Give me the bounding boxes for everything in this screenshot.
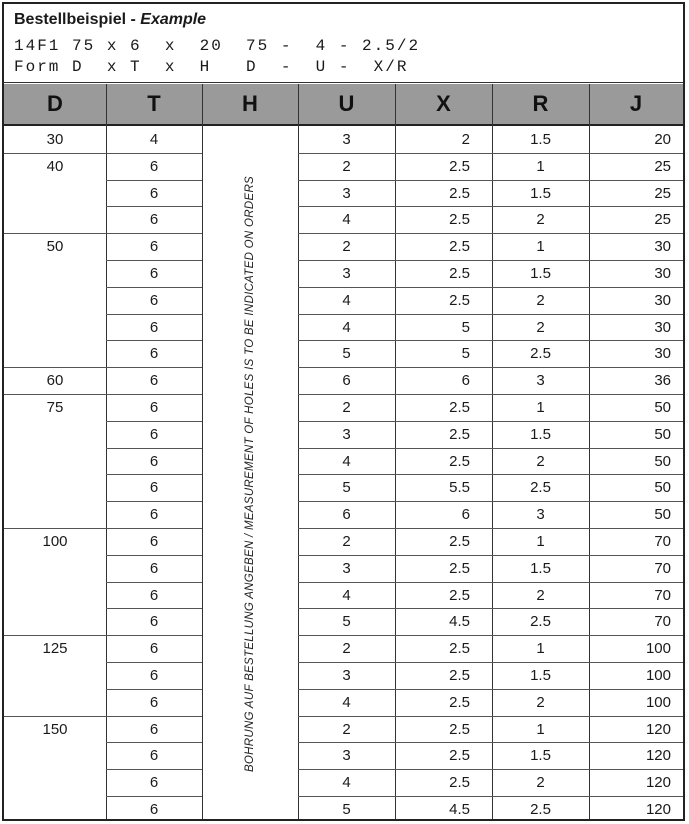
cell-t: 6 bbox=[149, 747, 159, 765]
cell-d: 40 bbox=[46, 157, 64, 175]
cell-r: 1.5 bbox=[530, 559, 551, 577]
holes-note-column bbox=[202, 126, 298, 823]
cell-u: 3 bbox=[342, 265, 351, 282]
table-row bbox=[4, 314, 683, 341]
holes-note-text: BOHRUNG AUF BESTELLUNG ANGEBEN / MEASUREMENT OF HOLES IS TO BE INDICATED ON ORDERS bbox=[244, 175, 256, 773]
cell-d bbox=[4, 260, 106, 287]
cell-j: 50 bbox=[654, 425, 671, 443]
table-row bbox=[4, 367, 683, 394]
cell-r: 1 bbox=[536, 640, 545, 658]
cell-x: 2.5 bbox=[449, 693, 470, 711]
cell-t: 6 bbox=[149, 479, 159, 497]
cell-d bbox=[4, 448, 106, 475]
cell-j: 30 bbox=[654, 345, 671, 363]
cell-x: 5.5 bbox=[449, 479, 470, 497]
cell-j: 25 bbox=[654, 211, 671, 229]
cell-t: 6 bbox=[149, 238, 159, 256]
cell-d bbox=[4, 769, 106, 796]
cell-j: 70 bbox=[654, 586, 671, 604]
cell-r: 2 bbox=[536, 291, 545, 309]
cell-u: 3 bbox=[342, 667, 351, 684]
cell-j: 50 bbox=[654, 399, 671, 416]
header-x: X bbox=[436, 91, 451, 116]
table-row bbox=[4, 421, 683, 448]
cell-u: 2 bbox=[342, 720, 351, 738]
cell-r: 2.5 bbox=[530, 801, 551, 818]
table-row bbox=[4, 126, 683, 153]
cell-u: 4 bbox=[342, 693, 351, 711]
table-row bbox=[4, 635, 683, 662]
cell-d bbox=[4, 474, 106, 501]
cell-u: 3 bbox=[342, 131, 351, 148]
cell-u: 3 bbox=[342, 425, 351, 443]
cell-j: 100 bbox=[645, 667, 671, 684]
cell-d bbox=[4, 501, 106, 528]
cell-j: 36 bbox=[654, 372, 671, 390]
cell-t: 6 bbox=[149, 640, 159, 658]
cell-x: 2.5 bbox=[449, 184, 470, 202]
cell-r: 1.5 bbox=[530, 131, 551, 148]
cell-t: 6 bbox=[149, 559, 159, 577]
cell-x: 6 bbox=[461, 506, 470, 524]
table-row bbox=[4, 180, 683, 207]
cell-j: 50 bbox=[654, 452, 671, 470]
cell-x: 4.5 bbox=[449, 801, 470, 818]
cell-d: 100 bbox=[42, 533, 68, 550]
cell-u: 2 bbox=[342, 640, 351, 658]
cell-t: 6 bbox=[149, 720, 159, 738]
cell-d bbox=[4, 421, 106, 448]
cell-j: 20 bbox=[654, 131, 671, 148]
cell-t: 6 bbox=[149, 291, 159, 309]
cell-x: 2.5 bbox=[449, 211, 470, 229]
cell-x: 2.5 bbox=[449, 559, 470, 577]
cell-r: 1.5 bbox=[530, 184, 551, 202]
cell-j: 30 bbox=[654, 291, 671, 309]
cell-u: 2 bbox=[342, 533, 351, 550]
cell-x: 2.5 bbox=[449, 667, 470, 684]
cell-x: 2.5 bbox=[449, 533, 470, 550]
cell-j: 100 bbox=[645, 640, 671, 658]
cell-d bbox=[4, 314, 106, 341]
cell-u: 3 bbox=[342, 559, 351, 577]
cell-x: 2.5 bbox=[449, 720, 470, 738]
cell-t: 6 bbox=[149, 774, 159, 792]
cell-t: 6 bbox=[149, 265, 159, 282]
header-r: R bbox=[532, 91, 549, 116]
cell-u: 4 bbox=[342, 586, 351, 604]
table-row bbox=[4, 287, 683, 314]
cell-j: 120 bbox=[645, 801, 671, 818]
cell-x: 2.5 bbox=[449, 157, 470, 175]
cell-r: 1 bbox=[536, 720, 545, 738]
cell-x: 2.5 bbox=[449, 640, 470, 658]
table-row bbox=[4, 582, 683, 609]
cell-j: 70 bbox=[654, 533, 671, 550]
cell-j: 30 bbox=[654, 318, 671, 336]
cell-d bbox=[4, 340, 106, 367]
cell-j: 30 bbox=[654, 238, 671, 256]
cell-u: 5 bbox=[342, 801, 351, 818]
cell-j: 120 bbox=[645, 747, 671, 765]
example-title-italic: Example bbox=[140, 11, 207, 28]
cell-x: 2.5 bbox=[449, 291, 470, 309]
cell-u: 5 bbox=[342, 479, 351, 497]
cell-t: 6 bbox=[149, 318, 159, 336]
cell-d bbox=[4, 689, 106, 716]
cell-u: 4 bbox=[342, 291, 351, 309]
table-row bbox=[4, 608, 683, 635]
table-row bbox=[4, 233, 683, 260]
cell-r: 2 bbox=[536, 452, 545, 470]
cell-x: 4.5 bbox=[449, 613, 470, 631]
cell-x: 2.5 bbox=[449, 452, 470, 470]
cell-x: 5 bbox=[461, 318, 470, 336]
cell-t: 6 bbox=[149, 157, 159, 175]
cell-u: 3 bbox=[342, 184, 351, 202]
cell-r: 3 bbox=[536, 372, 545, 390]
cell-r: 2 bbox=[536, 774, 545, 792]
cell-x: 2.5 bbox=[449, 425, 470, 443]
cell-d: 30 bbox=[46, 131, 64, 148]
cell-r: 2 bbox=[536, 211, 545, 229]
table-row bbox=[4, 796, 683, 823]
cell-x: 2.5 bbox=[449, 238, 470, 256]
cell-x: 2.5 bbox=[449, 265, 470, 282]
table-row bbox=[4, 662, 683, 689]
table-row bbox=[4, 501, 683, 528]
cell-d bbox=[4, 206, 106, 233]
cell-r: 1.5 bbox=[530, 667, 551, 684]
cell-r: 1 bbox=[536, 238, 545, 256]
cell-r: 2.5 bbox=[530, 613, 551, 631]
cell-x: 2.5 bbox=[449, 586, 470, 604]
table-row bbox=[4, 555, 683, 582]
table-row bbox=[4, 528, 683, 555]
cell-r: 3 bbox=[536, 506, 545, 524]
example-title-text: Bestellbeispiel - bbox=[14, 11, 141, 28]
cell-x: 2.5 bbox=[449, 747, 470, 765]
table-row bbox=[4, 769, 683, 796]
cell-t: 6 bbox=[149, 533, 159, 550]
order-example-box bbox=[4, 4, 683, 83]
cell-u: 4 bbox=[342, 318, 351, 336]
cell-u: 5 bbox=[342, 613, 351, 631]
cell-r: 1 bbox=[536, 533, 545, 550]
order-table-sheet bbox=[2, 2, 685, 821]
table-row bbox=[4, 153, 683, 180]
cell-r: 2 bbox=[536, 693, 545, 711]
cell-x: 5 bbox=[461, 345, 470, 363]
cell-u: 2 bbox=[342, 157, 351, 175]
cell-x: 2.5 bbox=[449, 399, 470, 416]
cell-r: 2.5 bbox=[530, 345, 551, 363]
table-row bbox=[4, 448, 683, 475]
cell-t: 6 bbox=[149, 613, 159, 631]
cell-t: 6 bbox=[149, 345, 159, 363]
cell-r: 1.5 bbox=[530, 265, 551, 282]
cell-t: 6 bbox=[149, 506, 159, 524]
cell-t: 6 bbox=[149, 586, 159, 604]
cell-u: 2 bbox=[342, 238, 351, 256]
cell-u: 4 bbox=[342, 452, 351, 470]
cell-x: 6 bbox=[461, 372, 470, 390]
cell-t: 6 bbox=[149, 693, 159, 711]
cell-d: 75 bbox=[46, 399, 64, 416]
example-code-line: 14F1 75 x 6 x 20 75 - 4 - 2.5/2 bbox=[14, 37, 421, 55]
cell-d: 60 bbox=[46, 372, 64, 390]
table-row bbox=[4, 716, 683, 743]
header-h: H bbox=[242, 91, 258, 116]
cell-d bbox=[4, 608, 106, 635]
cell-d: 125 bbox=[42, 640, 68, 658]
cell-t: 6 bbox=[149, 211, 159, 229]
header-t: T bbox=[147, 91, 161, 116]
cell-j: 25 bbox=[654, 157, 671, 175]
cell-t: 6 bbox=[149, 452, 159, 470]
cell-j: 50 bbox=[654, 506, 671, 524]
table-row bbox=[4, 394, 683, 421]
cell-j: 100 bbox=[645, 693, 671, 711]
cell-t: 6 bbox=[149, 399, 159, 416]
cell-j: 70 bbox=[654, 613, 671, 631]
cell-u: 2 bbox=[342, 399, 351, 416]
cell-j: 25 bbox=[654, 184, 671, 202]
cell-d bbox=[4, 180, 106, 207]
table-row bbox=[4, 206, 683, 233]
cell-d bbox=[4, 662, 106, 689]
cell-j: 70 bbox=[654, 559, 671, 577]
cell-t: 6 bbox=[149, 425, 159, 443]
cell-r: 1 bbox=[536, 157, 545, 175]
cell-j: 50 bbox=[654, 479, 671, 497]
cell-j: 120 bbox=[645, 774, 671, 792]
table-row bbox=[4, 474, 683, 501]
cell-j: 120 bbox=[645, 720, 671, 738]
cell-u: 4 bbox=[342, 211, 351, 229]
table-row bbox=[4, 260, 683, 287]
cell-d: 150 bbox=[42, 720, 68, 738]
header-u: U bbox=[338, 91, 355, 116]
cell-d bbox=[4, 796, 106, 823]
cell-d bbox=[4, 287, 106, 314]
cell-t: 6 bbox=[149, 184, 159, 202]
cell-r: 1.5 bbox=[530, 425, 551, 443]
example-title bbox=[14, 11, 206, 29]
table-row bbox=[4, 689, 683, 716]
cell-r: 1.5 bbox=[530, 747, 551, 765]
cell-r: 2.5 bbox=[530, 479, 551, 497]
cell-t: 6 bbox=[149, 801, 159, 818]
cell-x: 2.5 bbox=[449, 774, 470, 792]
cell-t: 4 bbox=[149, 131, 159, 148]
cell-t: 6 bbox=[149, 372, 159, 390]
header-j: J bbox=[629, 91, 643, 116]
cell-d bbox=[4, 582, 106, 609]
cell-t: 6 bbox=[149, 667, 159, 684]
table-row bbox=[4, 340, 683, 367]
cell-r: 2 bbox=[536, 318, 545, 336]
cell-j: 30 bbox=[654, 265, 671, 282]
cell-u: 4 bbox=[342, 774, 351, 792]
example-form-line: Form D x T x H D - U - X/R bbox=[14, 58, 409, 76]
cell-d bbox=[4, 742, 106, 769]
table-row bbox=[4, 742, 683, 769]
cell-d bbox=[4, 555, 106, 582]
cell-r: 2 bbox=[536, 586, 545, 604]
cell-d: 50 bbox=[46, 238, 64, 256]
header-d: D bbox=[47, 91, 63, 116]
cell-r: 1 bbox=[536, 399, 545, 416]
cell-u: 6 bbox=[342, 506, 351, 524]
cell-u: 6 bbox=[342, 372, 351, 390]
cell-u: 3 bbox=[342, 747, 351, 765]
cell-x: 2 bbox=[461, 131, 470, 148]
cell-u: 5 bbox=[342, 345, 351, 363]
